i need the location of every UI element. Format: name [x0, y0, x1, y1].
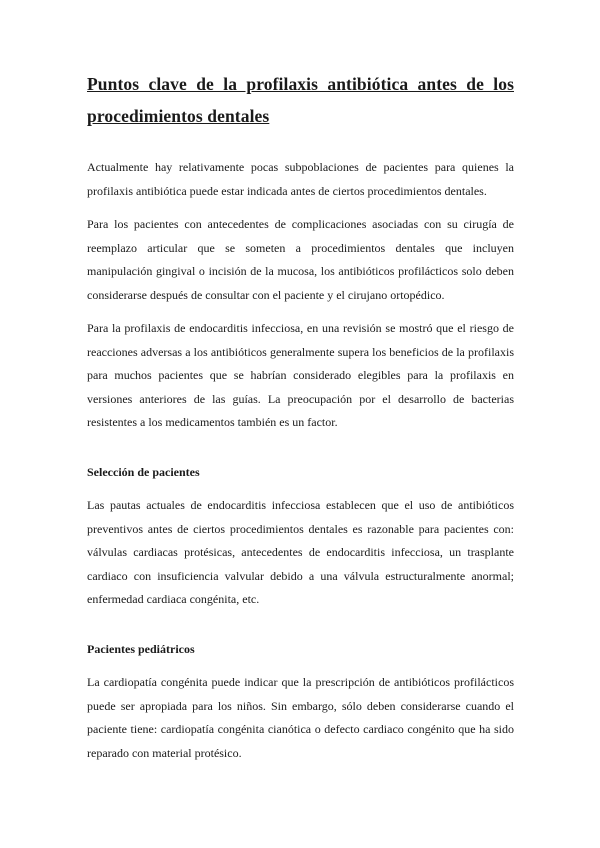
section-paragraph-patient-selection: Las pautas actuales de endocarditis infecciosa establecen que el uso de antibióticos preventivos antes de ciertos procedimientos dentales es razonable para pacientes con: válvulas cardiacas protésicas, antecedentes de endocarditis infecciosa, un trasplante cardiaco con insuficiencia valvular debido a una válvula estructuralmente anormal; enfermedad cardiaca congénita, etc. [87, 498, 514, 606]
document-page [87, 68, 514, 775]
intro-paragraph-3: Para la profilaxis de endocarditis infecciosa, en una revisión se mostró que el riesgo de reacciones adversas a los antibióticos generalmente supera los beneficios de la profilaxis para muchos pacientes que se habrían considerado elegibles para la profilaxis en versiones anteriores de las guías. La preocupación por el desarrollo de bacterias resistentes a los medicamentos también es un factor. [87, 321, 514, 429]
section-heading-pediatric-patients: Pacientes pediátricos [87, 641, 195, 656]
section-paragraph-pediatric-patients: La cardiopatía congénita puede indicar que la prescripción de antibióticos profilácticos puede ser apropiada para los niños. Sin embargo, sólo deben considerarse cuando el paciente tiene: cardiopatía congénita cianótica o defecto cardiaco congénito que ha sido reparado con material protésico. [87, 675, 514, 760]
intro-paragraph-1: Actualmente hay relativamente pocas subpoblaciones de pacientes para quienes la profilaxis antibiótica puede estar indicada antes de ciertos procedimientos dentales. [87, 160, 514, 198]
document-title: Puntos clave de la profilaxis antibiótica antes de los procedimientos dentales [87, 74, 514, 126]
intro-paragraph-2: Para los pacientes con antecedentes de complicaciones asociadas con su cirugía de reemplazo articular que se someten a procedimientos dentales que incluyen manipulación gingival o incisión de la mucosa, los antibióticos profilácticos solo deben considerarse después de consultar con el paciente y el cirujano ortopédico. [87, 217, 514, 302]
section-heading-patient-selection: Selección de pacientes [87, 464, 200, 479]
